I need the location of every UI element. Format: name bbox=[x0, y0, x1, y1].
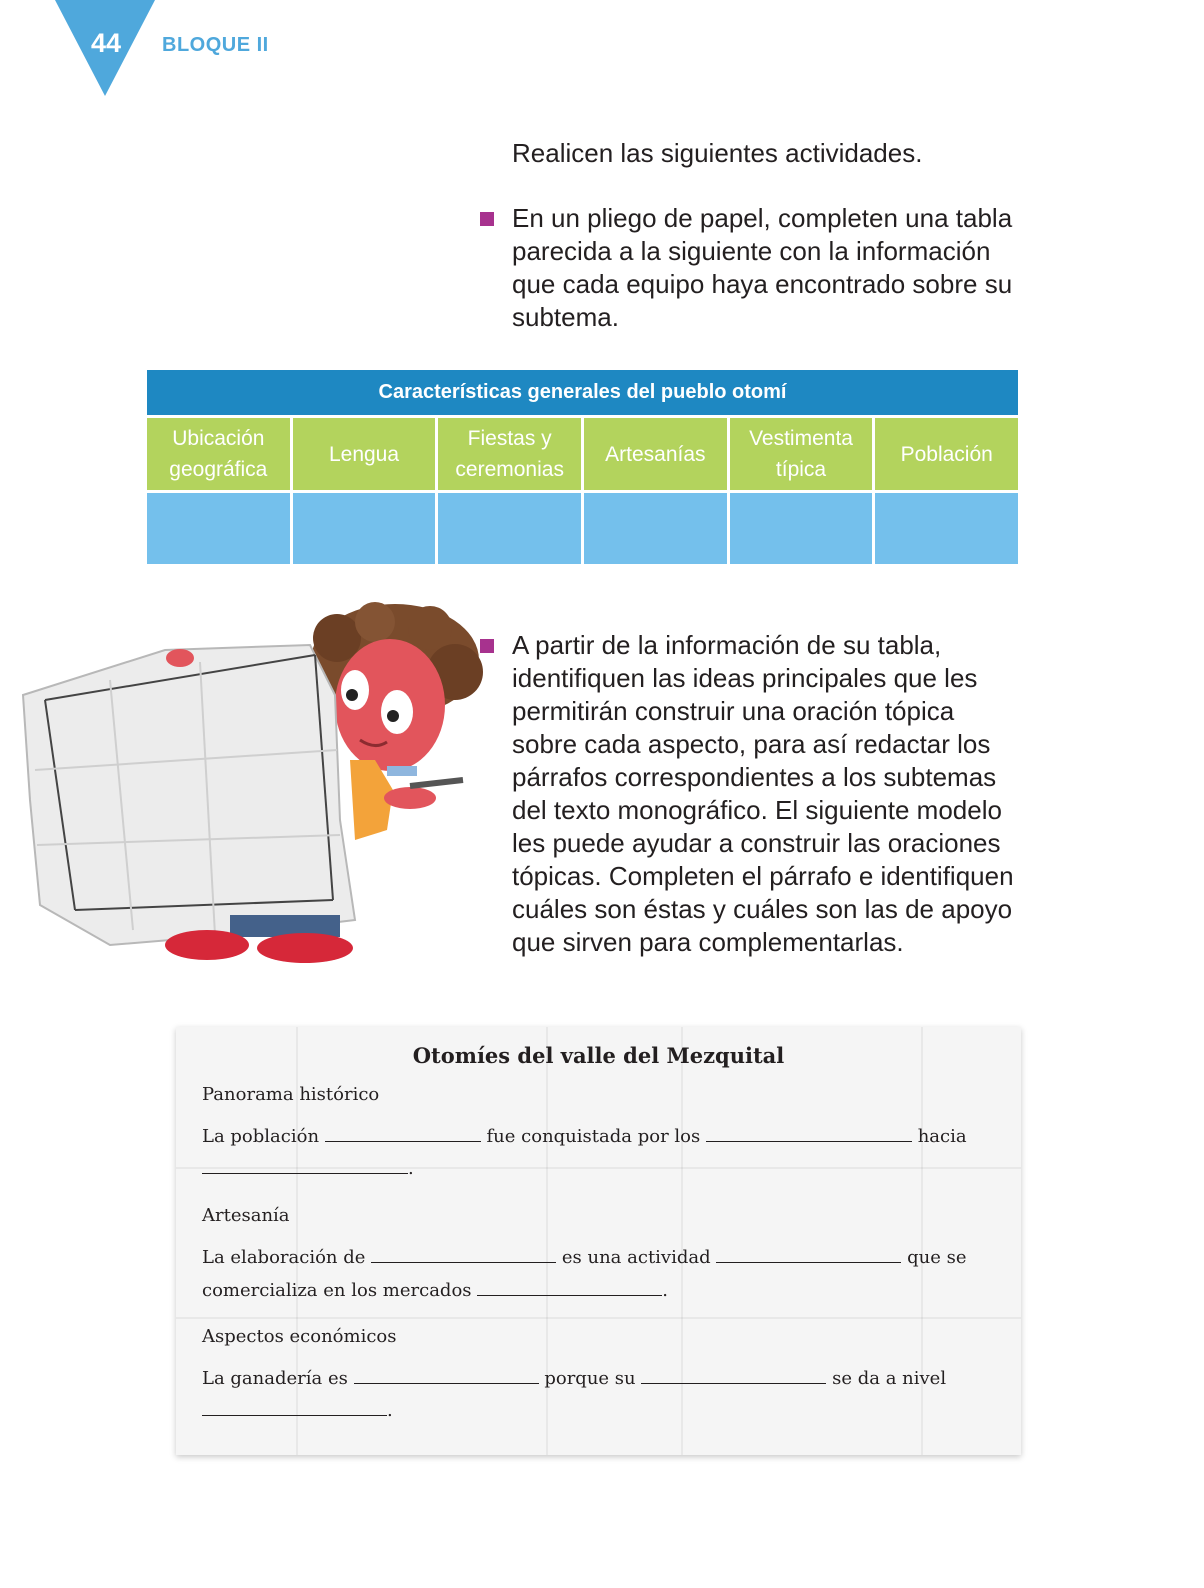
fill-in-line bbox=[202, 1123, 967, 1147]
answer-blank[interactable] bbox=[202, 1155, 408, 1174]
period: . bbox=[408, 1158, 414, 1179]
column-header: Artesanías bbox=[584, 415, 730, 490]
fill-in-line bbox=[202, 1244, 967, 1268]
bullet-item-topic-sentences bbox=[480, 629, 1020, 959]
fill-in-line bbox=[202, 1397, 393, 1421]
answer-blank[interactable] bbox=[706, 1123, 912, 1142]
page-number: 44 bbox=[90, 28, 122, 58]
bullet-square-icon bbox=[480, 639, 494, 653]
paper-fold bbox=[681, 1027, 683, 1455]
table-cell bbox=[730, 490, 876, 564]
sentence-fragment: La elaboración de bbox=[202, 1247, 366, 1268]
column-header: Fiestas y ceremonias bbox=[438, 415, 584, 490]
section-heading: Panorama histórico bbox=[202, 1084, 380, 1105]
table-cell bbox=[438, 490, 584, 564]
sentence-fragment: es una actividad bbox=[561, 1247, 711, 1268]
sentence-fragment: hacia bbox=[917, 1126, 967, 1147]
paper-fold bbox=[921, 1027, 923, 1455]
table-header-row bbox=[147, 415, 1018, 490]
table-cell bbox=[875, 490, 1018, 564]
sentence-fragment: se da a nivel bbox=[832, 1368, 947, 1389]
answer-blank[interactable] bbox=[477, 1277, 662, 1296]
table-cell bbox=[293, 490, 439, 564]
period: . bbox=[387, 1400, 393, 1421]
fill-in-line bbox=[202, 1155, 414, 1179]
sentence-fragment: porque su bbox=[544, 1368, 636, 1389]
sentence-fragment: La población bbox=[202, 1126, 320, 1147]
paper-fold bbox=[546, 1027, 548, 1455]
column-header: Vestimenta típica bbox=[730, 415, 876, 490]
worksheet-model bbox=[176, 1027, 1021, 1455]
section-heading: Artesanía bbox=[202, 1205, 290, 1226]
bullet-text: En un pliego de papel, completen una tabla parecida a la siguiente con la información que cada equipo haya encontrado sobre su subtema. bbox=[512, 203, 1013, 332]
intro-text: Realicen las siguientes actividades. bbox=[512, 138, 923, 168]
child-holding-map-illustration bbox=[15, 600, 485, 970]
fill-in-line bbox=[202, 1277, 668, 1301]
bullet-square-icon bbox=[480, 212, 494, 226]
answer-blank[interactable] bbox=[371, 1244, 556, 1263]
table-cell bbox=[584, 490, 730, 564]
answer-blank[interactable] bbox=[354, 1365, 539, 1384]
answer-blank[interactable] bbox=[716, 1244, 901, 1263]
table-cell bbox=[147, 490, 293, 564]
bullet-text: A partir de la información de su tabla, identifiquen las ideas principales que les permitirán construir una oración tópica sobre cada aspecto, para así redactar los párrafos correspondientes a los subtemas del texto monográfico. El siguiente modelo les puede ayudar a construir las oraciones tópicas. Completen el párrafo e identifiquen cuáles son éstas y cuáles son las de apoyo que sirven para complementarlas. bbox=[512, 630, 1014, 957]
sentence-fragment: fue conquistada por los bbox=[486, 1126, 701, 1147]
paper-fold bbox=[176, 1317, 1021, 1319]
block-label: BLOQUE II bbox=[162, 34, 269, 56]
column-header: Ubicación geográfica bbox=[147, 415, 293, 490]
table-title: Características generales del pueblo otomí bbox=[147, 370, 1018, 415]
table-row bbox=[147, 490, 1018, 564]
answer-blank[interactable] bbox=[641, 1365, 826, 1384]
fill-in-line bbox=[202, 1365, 946, 1389]
period: . bbox=[662, 1280, 668, 1301]
column-header: Población bbox=[875, 415, 1018, 490]
section-heading: Aspectos económicos bbox=[202, 1326, 397, 1347]
worksheet-title: Otomíes del valle del Mezquital bbox=[412, 1043, 785, 1068]
sentence-fragment: que se bbox=[907, 1247, 967, 1268]
column-header: Lengua bbox=[293, 415, 439, 490]
sentence-fragment: comercializa en los mercados bbox=[202, 1280, 472, 1301]
answer-blank[interactable] bbox=[325, 1123, 481, 1142]
answer-blank[interactable] bbox=[202, 1397, 387, 1416]
bullet-item-table bbox=[480, 202, 1020, 334]
otomi-characteristics-table bbox=[147, 370, 1018, 567]
sentence-fragment: La ganadería es bbox=[202, 1368, 348, 1389]
